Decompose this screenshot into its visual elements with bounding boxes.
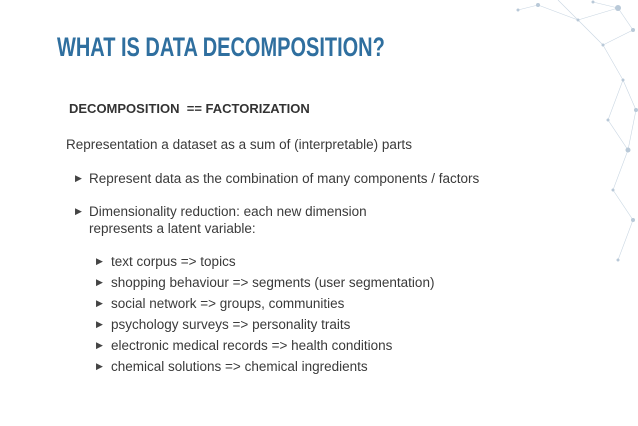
list-item [96, 296, 434, 317]
bullet-text: Represent data as the combination of many components / factors [89, 171, 480, 186]
triangle-right-icon: ▶ [96, 256, 103, 266]
bullet-text: Dimensionality reduction: each new dimension [89, 204, 367, 219]
bullet-item [75, 203, 367, 237]
slide-title: WHAT IS DATA DECOMPOSITION? [57, 32, 385, 62]
triangle-right-icon: ▶ [96, 319, 103, 329]
bullet-text-continuation: represents a latent variable: [89, 221, 256, 236]
list-item-text: electronic medical records => health conditions [111, 338, 393, 353]
list-item-text: psychology surveys => personality traits [111, 317, 351, 332]
list-item-text: shopping behaviour => segments (user segmentation) [111, 275, 435, 290]
triangle-right-icon: ▶ [75, 206, 82, 216]
triangle-right-icon: ▶ [96, 298, 103, 308]
intro-text: Representation a dataset as a sum of (interpretable) parts [66, 137, 412, 152]
network-graph-decoration [418, 0, 638, 300]
triangle-right-icon: ▶ [96, 340, 103, 350]
triangle-right-icon: ▶ [96, 361, 103, 371]
list-item-text: chemical solutions => chemical ingredients [111, 359, 368, 374]
list-item [96, 359, 434, 380]
list-item [96, 275, 434, 296]
bullet-item [75, 170, 479, 187]
triangle-right-icon: ▶ [75, 173, 82, 183]
list-item [96, 338, 434, 359]
list-item [96, 317, 434, 338]
list-item-text: social network => groups, communities [111, 296, 345, 311]
examples-list [96, 254, 434, 380]
list-item-text: text corpus => topics [111, 254, 236, 269]
list-item [96, 254, 434, 275]
triangle-right-icon: ▶ [96, 277, 103, 287]
slide-subtitle: DECOMPOSITION == FACTORIZATION [69, 101, 310, 116]
